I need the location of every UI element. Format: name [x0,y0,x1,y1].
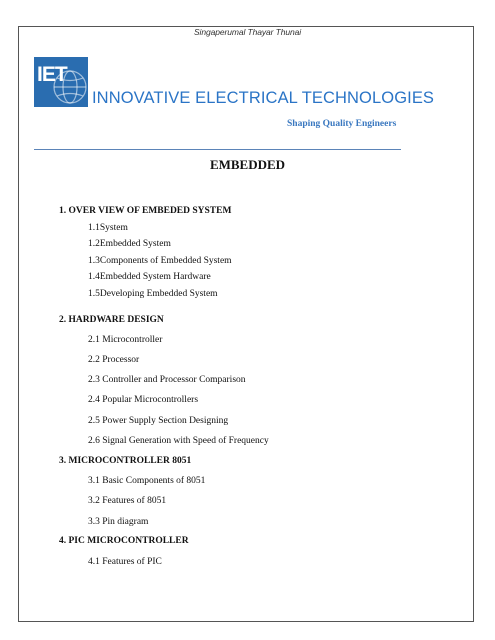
toc-item: 2.1 Microcontroller [88,335,163,345]
tagline: Shaping Quality Engineers [287,119,397,129]
toc-item: 2.3 Controller and Processor Comparison [88,375,246,385]
document-title: EMBEDDED [209,157,286,172]
toc-item: 3.3 Pin diagram [88,517,149,527]
section-heading: 2. HARDWARE DESIGN [59,315,164,325]
toc-item: 3.1 Basic Components of 8051 [88,476,206,486]
toc-item: 2.2 Processor [88,355,140,365]
toc-item: 1.5Developing Embedded System [88,289,218,299]
toc-item: 1.3Components of Embedded System [88,256,232,266]
toc-item: 1.2Embedded System [88,239,171,249]
toc-item: 2.4 Popular Microcontrollers [88,395,199,405]
section-heading: 4. PIC MICROCONTROLLER [59,536,189,546]
logo-text: IET [37,63,67,86]
header-divider [34,149,401,150]
section-heading: 1. OVER VIEW OF EMBEDED SYSTEM [59,206,232,216]
organization-name: INNOVATIVE ELECTRICAL TECHNOLOGIES [92,89,435,107]
top-note: Singaperumal Thayar Thunai [193,27,302,37]
toc-item: 2.6 Signal Generation with Speed of Frequency [88,436,269,446]
toc-item: 1.1System [88,223,128,233]
section-heading: 3. MICROCONTROLLER 8051 [59,456,192,466]
toc-item: 3.2 Features of 8051 [88,496,167,506]
toc-item: 2.5 Power Supply Section Designing [88,416,229,426]
toc-item: 4.1 Features of PIC [88,557,162,567]
iet-logo [34,57,88,107]
toc-item: 1.4Embedded System Hardware [88,272,211,282]
